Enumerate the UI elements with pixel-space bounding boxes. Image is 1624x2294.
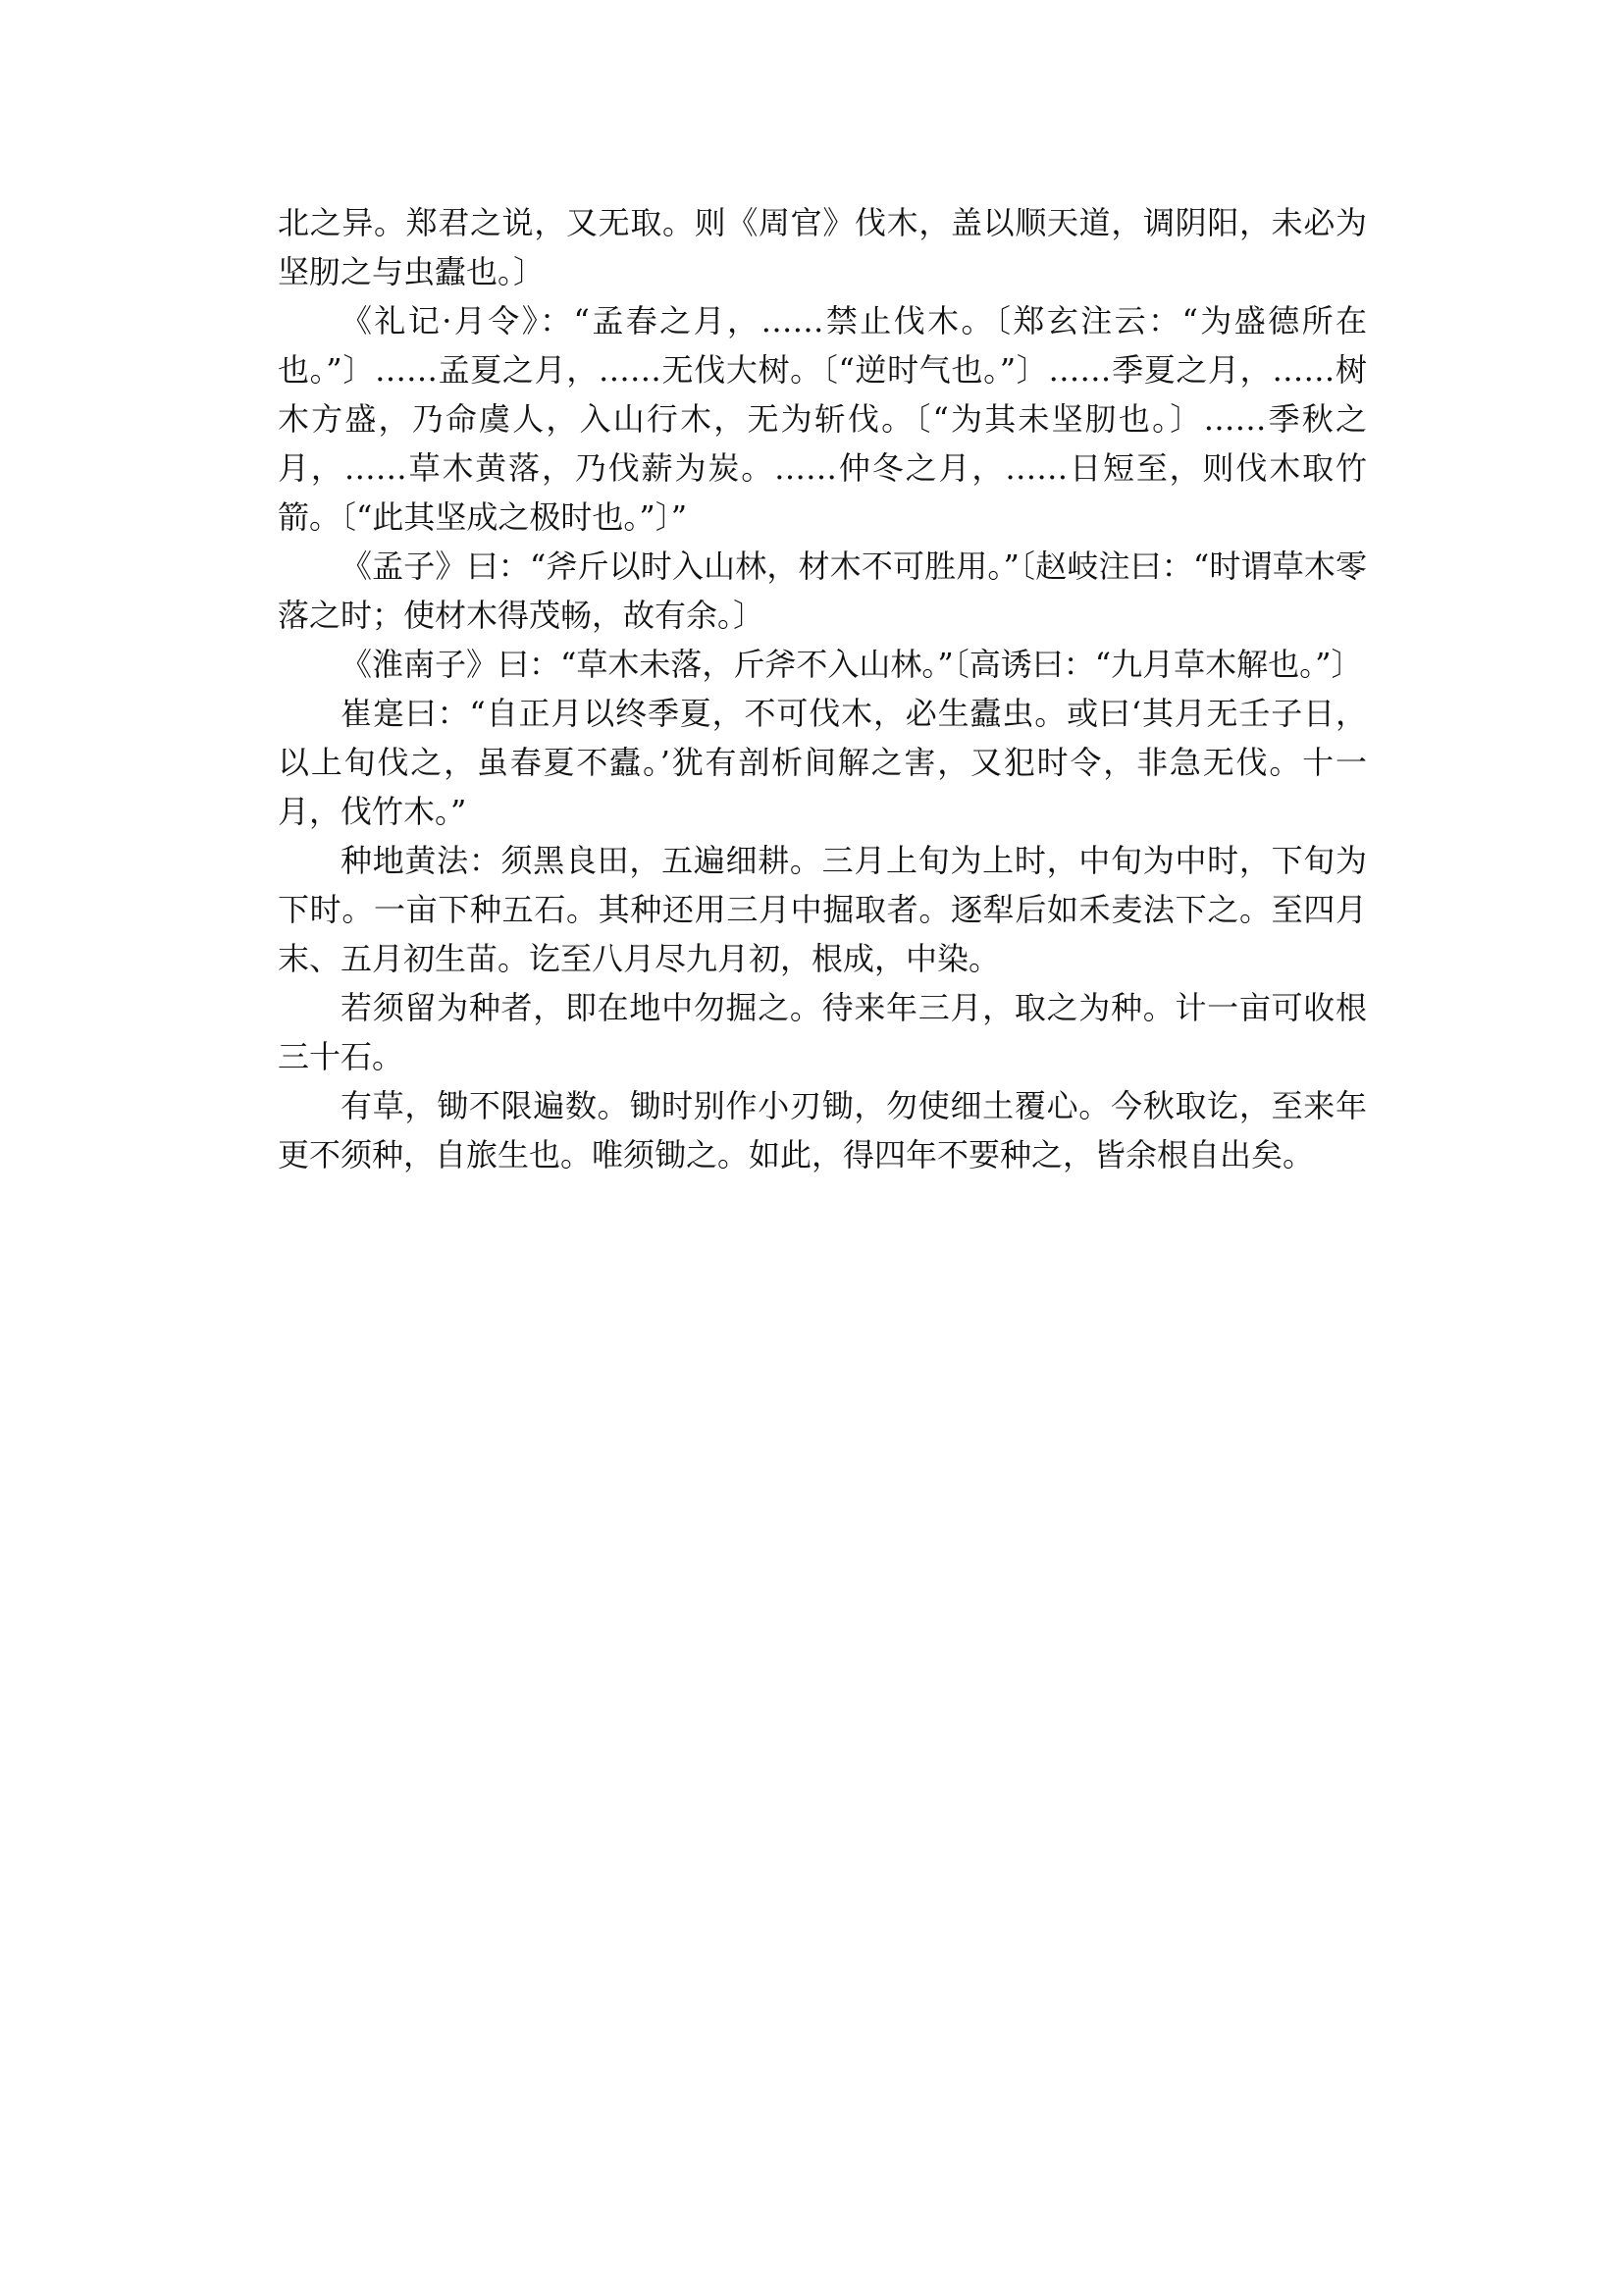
paragraph-huainanzi: 《淮南子》曰：“草木未落，斤斧不入山林。”〔高诱曰：“九月草木解也。”〕 — [341, 646, 1363, 683]
paragraph-seed-keeping: 若须留为种者，即在地中勿掘之。待来年三月，取之为种。计一亩可收根三十石。 — [278, 989, 1367, 1075]
paragraph-continuation: 北之异。郑君之说，又无取。则《周官》伐木，盖以顺天道，调阴阳，未必为坚肕之与虫蠹也。〕 — [278, 204, 1367, 290]
paragraph-cui-shi: 崔寔曰：“自正月以终季夏，不可伐木，必生蠹虫。或曰‘其月无壬子日，以上旬伐之，虽春夏不蠹。’犹有剖析间解之害，又犯时令，非急无伐。十一月，伐竹木。” — [278, 695, 1367, 830]
paragraph-weeding: 有草，锄不限遍数。锄时别作小刃锄，勿使细土覆心。今秋取讫，至来年更不须种，自旅生也。唯须锄之。如此，得四年不要种之，皆余根自出矣。 — [278, 1087, 1367, 1173]
paragraph-dihuang-method: 种地黄法：须黑良田，五遍细耕。三月上旬为上时，中旬为中时，下旬为下时。一亩下种五石。其种还用三月中掘取者。逐犁后如禾麦法下之。至四月末、五月初生苗。讫至八月尽九月初，根成，中染。 — [278, 842, 1367, 977]
paragraph-liji-yueling: 《礼记·月令》：“孟春之月，……禁止伐木。〔郑玄注云：“为盛德所在也。”〕……孟夏之月，……无伐大树。〔“逆时气也。”〕……季夏之月，……树木方盛，乃命虞人，入山行木，无为斩伐。〔“为其未坚肕也。〕……季秋之月，……草木黄落，乃伐薪为炭。……仲冬之月，……日短至，则伐木取竹箭。〔“此其坚成之极时也。”〕” — [278, 302, 1367, 536]
body-text — [278, 198, 1367, 1179]
paragraph-mengzi: 《孟子》曰：“斧斤以时入山林，材木不可胜用。”〔赵岐注曰：“时谓草木零落之时；使材木得茂畅，故有余。〕 — [278, 547, 1367, 634]
